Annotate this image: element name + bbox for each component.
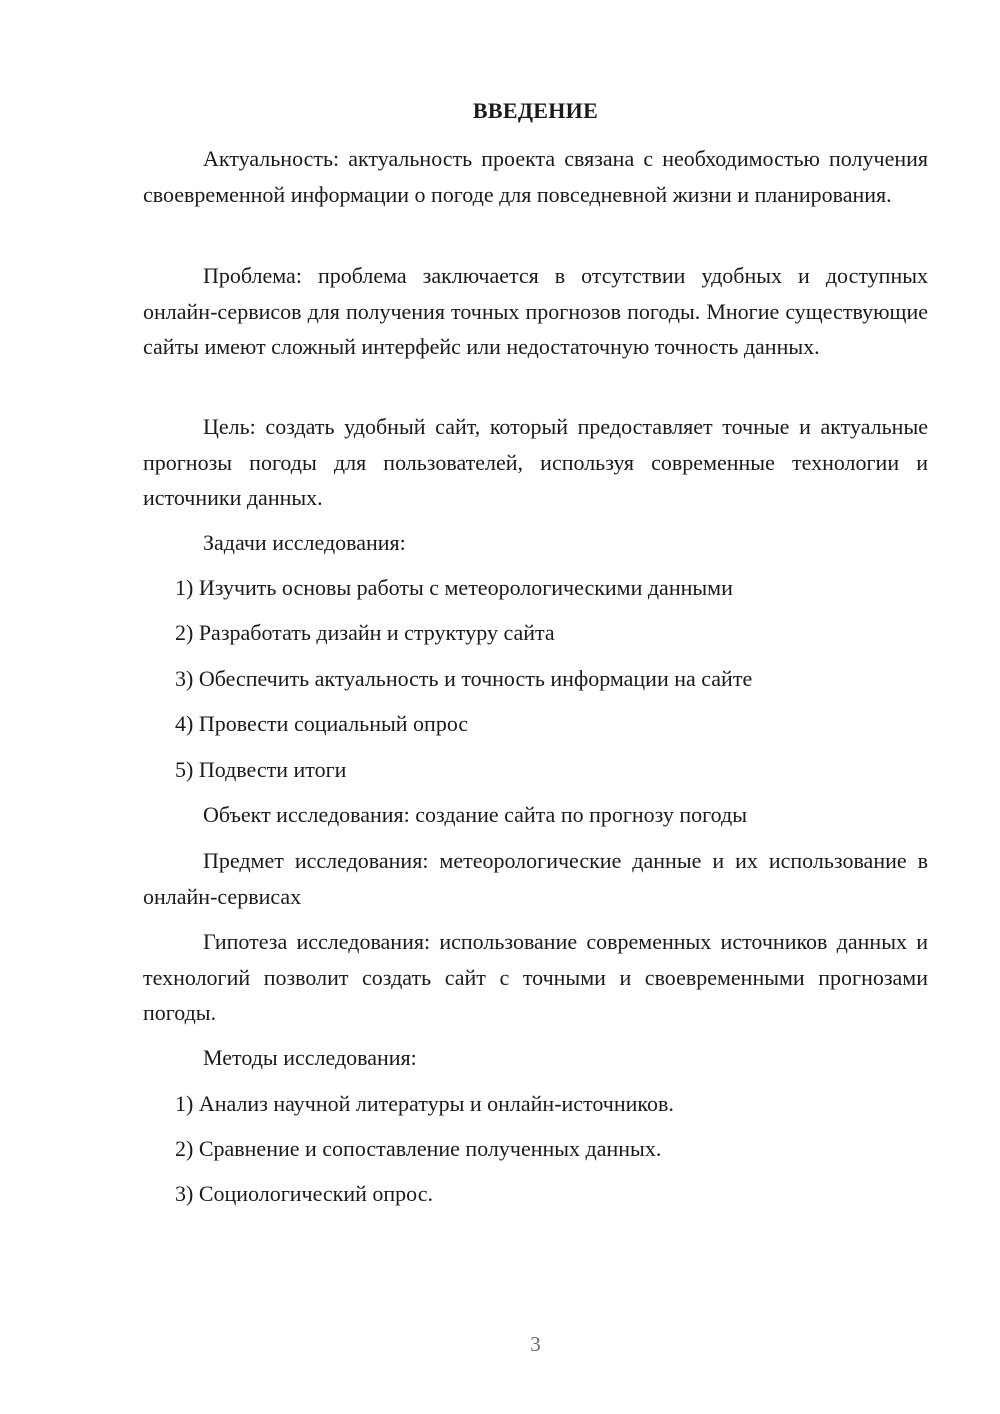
method-item: 1) Анализ научной литературы и онлайн-источников. [175, 1091, 674, 1116]
task-item: 1) Изучить основы работы с метеорологическими данными [175, 575, 733, 600]
problem-paragraph: Проблема: проблема заключается в отсутствии удобных и доступных онлайн-сервисов для получения точных прогнозов погоды. Многие существующие сайты имеют сложный интерфейс или недостаточную точность данных. [143, 263, 928, 359]
goal-paragraph: Цель: создать удобный сайт, который предоставляет точные и актуальные прогнозы погоды для пользователей, используя современные технологии и источники данных. [143, 414, 928, 510]
document-page [143, 0, 928, 1414]
tasks-heading: Задачи исследования: [203, 530, 406, 555]
relevance-paragraph: Актуальность: актуальность проекта связана с необходимостью получения своевременной информации о погоде для повседневной жизни и планирования. [143, 146, 928, 207]
hypothesis-paragraph: Гипотеза исследования: использование современных источников данных и технологий позволит создать сайт с точными и своевременными прогнозами погоды. [143, 929, 928, 1025]
methods-heading: Методы исследования: [203, 1045, 417, 1070]
page-number: 3 [530, 1332, 541, 1356]
task-item: 4) Провести социальный опрос [175, 711, 469, 736]
method-item: 3) Социологический опрос. [175, 1181, 433, 1206]
task-item: 3) Обеспечить актуальность и точность информации на сайте [175, 666, 753, 691]
task-item: 2) Разработать дизайн и структуру сайта [175, 620, 555, 645]
subject-paragraph: Предмет исследования: метеорологические данные и их использование в онлайн-сервисах [143, 848, 928, 909]
object-line: Объект исследования: создание сайта по прогнозу погоды [203, 802, 747, 827]
method-item: 2) Сравнение и сопоставление полученных данных. [175, 1136, 662, 1161]
task-item: 5) Подвести итоги [175, 757, 347, 782]
page-title: ВВЕДЕНИЕ [472, 98, 599, 123]
